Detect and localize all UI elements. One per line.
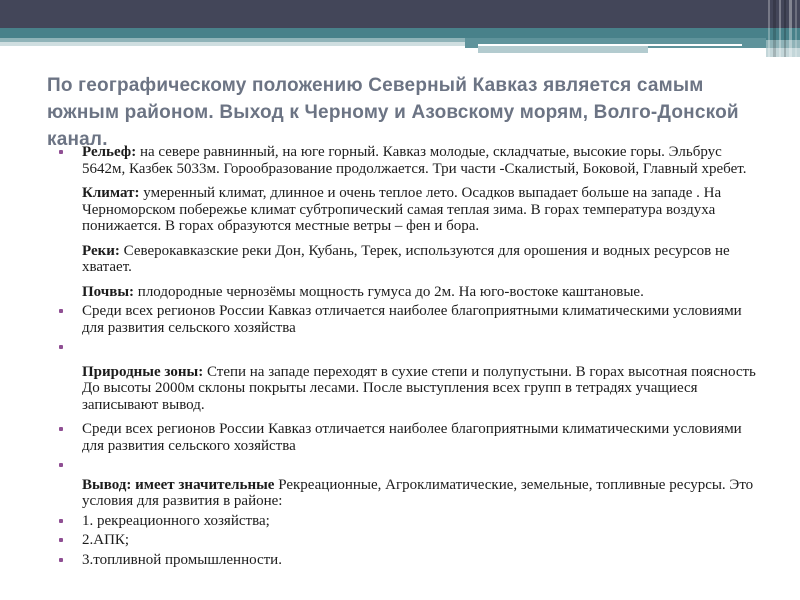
list-item-text: Среди всех регионов России Кавказ отличается наиболее благоприятными климатическими условиями для развития сельского хозяйства <box>82 303 742 336</box>
paragraph <box>50 364 762 414</box>
bullet-icon <box>50 303 82 336</box>
slide-body <box>50 144 762 568</box>
paragraph-text: Почвы: плодородные чернозёмы мощность гумуса до 2м. На юго-востоке каштановые. <box>82 283 644 300</box>
paragraph <box>50 284 762 301</box>
paragraph <box>50 477 762 510</box>
paragraph-text: Природные зоны: Степи на западе переходят в сухие степи и полупустыни. В горах высотная поясность До высоты 2000м склоны покрыты лесами. После выступления всех групп в тетрадях учащиеся записывают вывод. <box>82 363 756 413</box>
corner-stripe <box>789 0 792 57</box>
paragraph-text: Реки: Северокавказские реки Дон, Кубань, Терек, используются для орошения и водных ресурсов не хватает. <box>82 242 730 275</box>
header-accent-block-light <box>478 46 648 53</box>
list-item-empty <box>50 339 762 356</box>
slide-title: По географическому положению Северный Кавказ является самым южным районом. Выход к Черному и Азовскому морям, Волго-Донской канал. <box>47 75 739 150</box>
list-item <box>50 421 762 454</box>
header-bar-teal <box>0 28 800 38</box>
list-item-text: Среди всех регионов России Кавказ отличается наиболее благоприятными климатическими условиями для развития сельского хозяйства <box>82 421 742 454</box>
header-bar-dark <box>0 0 800 28</box>
list-item <box>50 513 762 530</box>
corner-stripe <box>773 0 776 57</box>
bullet-icon <box>50 552 82 569</box>
bullet-icon <box>50 284 82 301</box>
list-item-text: 2.АПК; <box>82 532 130 548</box>
list-item-text <box>82 457 762 474</box>
corner-stripe <box>784 0 786 57</box>
bullet-icon <box>50 457 82 474</box>
bullet-icon <box>50 243 82 276</box>
list-item <box>50 303 762 336</box>
bullet-icon <box>50 364 82 414</box>
bullet-icon <box>50 339 82 356</box>
corner-stripe <box>779 0 781 57</box>
corner-stripe <box>795 0 797 57</box>
list-item-text: 3.топливной промышленности. <box>82 551 282 568</box>
list-item <box>50 144 762 177</box>
bullet-icon <box>50 144 82 177</box>
list-item-empty <box>50 457 762 474</box>
bullet-icon <box>50 532 82 549</box>
header-corner-stripes <box>766 0 800 57</box>
paragraph-text: Вывод: имеет значительные Рекреационные, Агроклиматические, земельные, топливные ресурсы. Это условия для развития в районе: <box>82 476 754 509</box>
list-item <box>50 552 762 569</box>
corner-stripe <box>768 0 770 57</box>
bullet-icon <box>50 477 82 510</box>
list-item-text: Рельеф: на севере равнинный, на юге горный. Кавказ молодые, складчатые, высокие горы. Эльбрус 5642м, Казбек 5033м. Горообразование продолжается. Три части -Скалистый, Боковой, Главный хребет. <box>82 144 747 177</box>
list-item-text: 1. рекреационного хозяйства; <box>82 512 270 529</box>
paragraph <box>50 185 762 235</box>
paragraph <box>50 243 762 276</box>
list-item <box>50 532 762 549</box>
bullet-icon <box>50 421 82 454</box>
paragraph-text: Климат: умеренный климат, длинное и очень теплое лето. Осадков выпадает больше на западе . На Черноморском побережье климат субтропический самая теплая зима. В горах температура воздуха понижается. В горах образуются местные ветры – фен и бора. <box>82 185 722 234</box>
bullet-icon <box>50 185 82 235</box>
list-item-text <box>82 339 762 356</box>
bullet-icon <box>50 513 82 530</box>
